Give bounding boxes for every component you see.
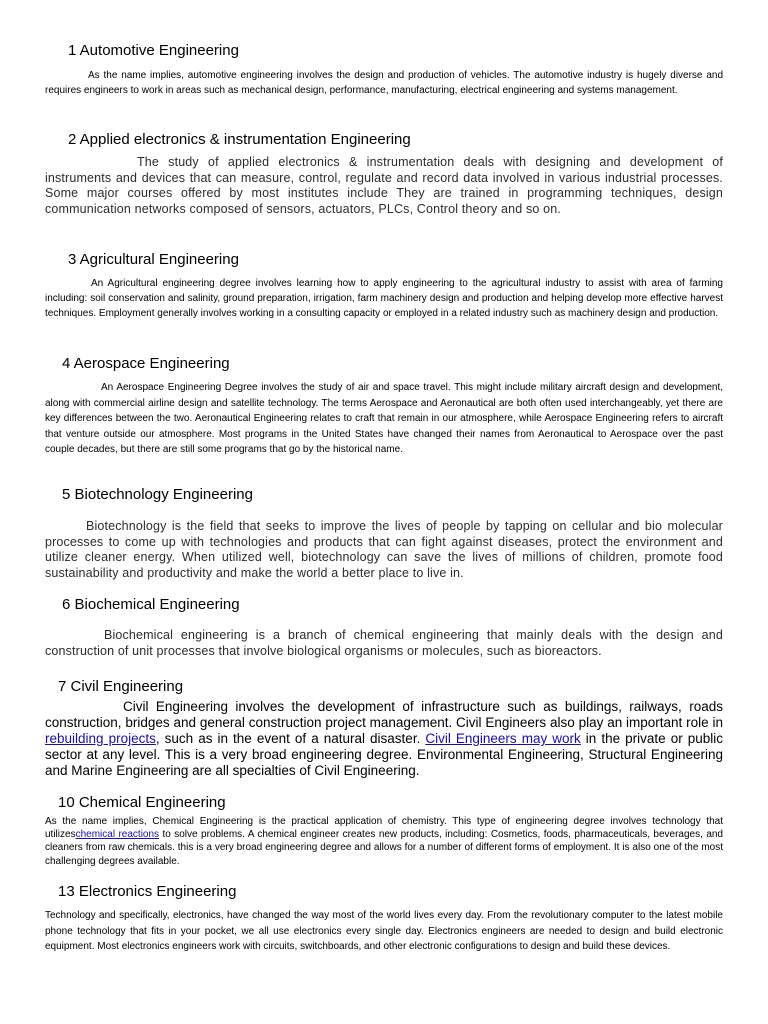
heading-civil: 7 Civil Engineering	[58, 678, 184, 695]
heading-chemical: 10 Chemical Engineering	[58, 794, 226, 811]
para-agricultural: An Agricultural engineering degree involves learning how to apply engineering to the agricultural industry to assist with area of farming including: soil conservation and salinity, ground preparation, irrigation, farm machinery design and production and helping develop more effective harvest techniques. Employment generally involves working in a consulting capacity or employed in a related industry such as machinery design and production.	[45, 278, 723, 319]
para-applied-electronics: The study of applied electronics & instrumentation deals with designing and development of instruments and devices that can measure, control, regulate and record data involved in various industrial processes. Some major courses offered by most institutes include They are trained in programming techniques, design communication networks composed of sensors, actuators, PLCs, Control theory and so on.	[45, 155, 723, 216]
heading-biochemical: 6 Biochemical Engineering	[62, 596, 240, 613]
para-biochemical: Biochemical engineering is a branch of chemical engineering that mainly deals with the design and construction of unit processes that involve biological organisms or molecules, such as bioreactors.	[45, 628, 723, 658]
para-chemical: As the name implies, Chemical Engineering is the practical application of chemistry. This type of engineering degree involves technology that utilizeschemical reactions to solve problems. A chemical engineer creates new products, including: Cosmetics, foods, pharmaceuticals, beverages, and cleaners from raw chemicals. this is a very broad engineering degree and allows for a number of different forms of employment. It is also one of the most challenging degrees available.	[45, 816, 723, 867]
para-civil: Civil Engineering involves the development of infrastructure such as buildings, railways, roads construction, bridges and general construction project management. Civil Engineers also play an important role in rebuilding projects, such as in the event of a natural disaster. Civil Engineers may work in the private or public sector at any level. This is a very broad engineering degree. Environmental Engineering, Structural Engineering and Marine Engineering are all specialties of Civil Engineering.	[45, 699, 724, 778]
chemical-reactions-link[interactable]: chemical reactions	[75, 829, 160, 841]
para-aerospace: An Aerospace Engineering Degree involves the study of air and space travel. This might include military aircraft design and development, along with commercial airline design and satellite technology. The terms Aerospace and Aeronautical are both often used interchangeably, yet there are key differences between the two. Aeronautical Engineering relates to craft that remain in our atmosphere, while Aerospace Engineering refers to aircraft that venture outside our atmosphere. Most programs in the United States have changed their names from Aeronautical to Aerospace over the past couple decades, but there are still some programs that go by the historical name.	[45, 382, 723, 456]
rebuilding-projects-link[interactable]: rebuilding projects	[45, 731, 156, 746]
heading-applied-electronics: 2 Applied electronics & instrumentation Engineering	[68, 131, 411, 148]
para-automotive: As the name implies, automotive engineering involves the design and production of vehicles. The automotive industry is hugely diverse and requires engineers to work in areas such as mechanical design, performance, manufacturing, electrical engineering and systems management.	[45, 70, 723, 96]
heading-electronics: 13 Electronics Engineering	[58, 883, 237, 900]
para-biotechnology: Biotechnology is the field that seeks to improve the lives of people by tapping on cellular and bio molecular processes to come up with technologies and products that can fight against diseases, protect the environment and utilize cleaner energy. When utilized well, biotechnology can save the lives of millions of children, promote food sustainability and productivity and make the world a better place to live in.	[45, 519, 723, 580]
heading-automotive: 1 Automotive Engineering	[68, 42, 239, 59]
heading-agricultural: 3 Agricultural Engineering	[68, 251, 239, 268]
para-electronics: Technology and specifically, electronics, have changed the way most of the world lives every day. From the revolutionary computer to the latest mobile phone technology that fits in your pocket, we all use electronics every single day. Electronics engineers are needed to design and build electronic equipment. Most electronics engineers work with circuits, switchboards, and other electronic configurations to design and build these devices.	[45, 910, 723, 953]
civil-engineers-may-work-link[interactable]: Civil Engineers may work	[425, 731, 581, 746]
heading-biotechnology: 5 Biotechnology Engineering	[62, 486, 253, 503]
heading-aerospace: 4 Aerospace Engineering	[62, 355, 230, 372]
